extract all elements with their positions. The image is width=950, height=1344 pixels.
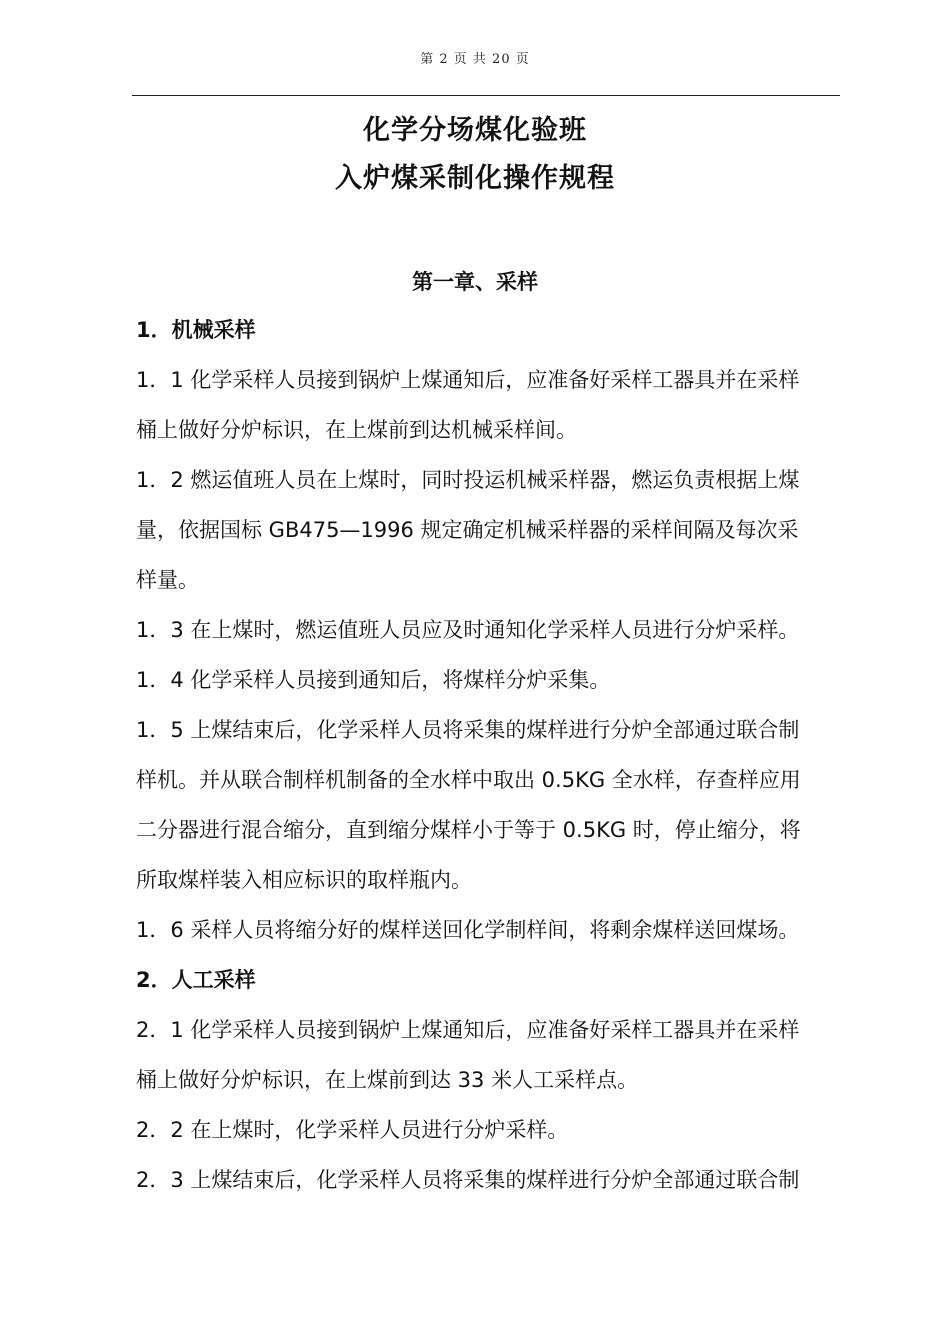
paragraph-line: 桶上做好分炉标识，在上煤前到达 33 米人工采样点。 — [136, 1068, 639, 1092]
chapter-heading: 第一章、采样 — [412, 270, 538, 294]
paragraph-line: 样机。并从联合制样机制备的全水样中取出 0.5KG 全水样，存查样应用 — [136, 768, 801, 792]
paragraph-line: 2．3 上煤结束后，化学采样人员将采集的煤样进行分炉全部通过联合制 — [136, 1168, 800, 1192]
paragraph-line: 1．2 燃运值班人员在上煤时，同时投运机械采样器，燃运负责根据上煤 — [136, 468, 800, 492]
section-heading: 1．机械采样 — [136, 318, 256, 342]
paragraph-line: 2．1 化学采样人员接到锅炉上煤通知后，应准备好采样工器具并在采样 — [136, 1018, 800, 1042]
paragraph-line: 量，依据国标 GB475—1996 规定确定机械采样器的采样间隔及每次采 — [136, 518, 799, 542]
paragraph-line: 1．6 采样人员将缩分好的煤样送回化学制样间，将剩余煤样送回煤场。 — [136, 918, 800, 942]
paragraph-line: 所取煤样装入相应标识的取样瓶内。 — [136, 868, 472, 892]
section-heading: 2．人工采样 — [136, 968, 256, 992]
paragraph-line: 1．1 化学采样人员接到锅炉上煤通知后，应准备好采样工器具并在采样 — [136, 368, 800, 392]
paragraph-line: 桶上做好分炉标识，在上煤前到达机械采样间。 — [136, 418, 577, 442]
document-body — [136, 309, 842, 1209]
paragraph-line: 1．3 在上煤时，燃运值班人员应及时通知化学采样人员进行分炉采样。 — [136, 618, 800, 642]
page-number-header: 第 2 页 共 20 页 — [420, 52, 530, 67]
document-title-line-2: 入炉煤采制化操作规程 — [335, 163, 615, 194]
header-divider — [132, 95, 840, 96]
paragraph-line: 1．4 化学采样人员接到通知后，将煤样分炉采集。 — [136, 668, 611, 692]
document-title-line-1: 化学分场煤化验班 — [363, 115, 587, 146]
paragraph-line: 2．2 在上煤时，化学采样人员进行分炉采样。 — [136, 1118, 569, 1142]
paragraph-line: 二分器进行混合缩分，直到缩分煤样小于等于 0.5KG 时，停止缩分，将 — [136, 818, 801, 842]
paragraph-line: 1．5 上煤结束后，化学采样人员将采集的煤样进行分炉全部通过联合制 — [136, 718, 800, 742]
paragraph-line: 样量。 — [136, 568, 199, 592]
